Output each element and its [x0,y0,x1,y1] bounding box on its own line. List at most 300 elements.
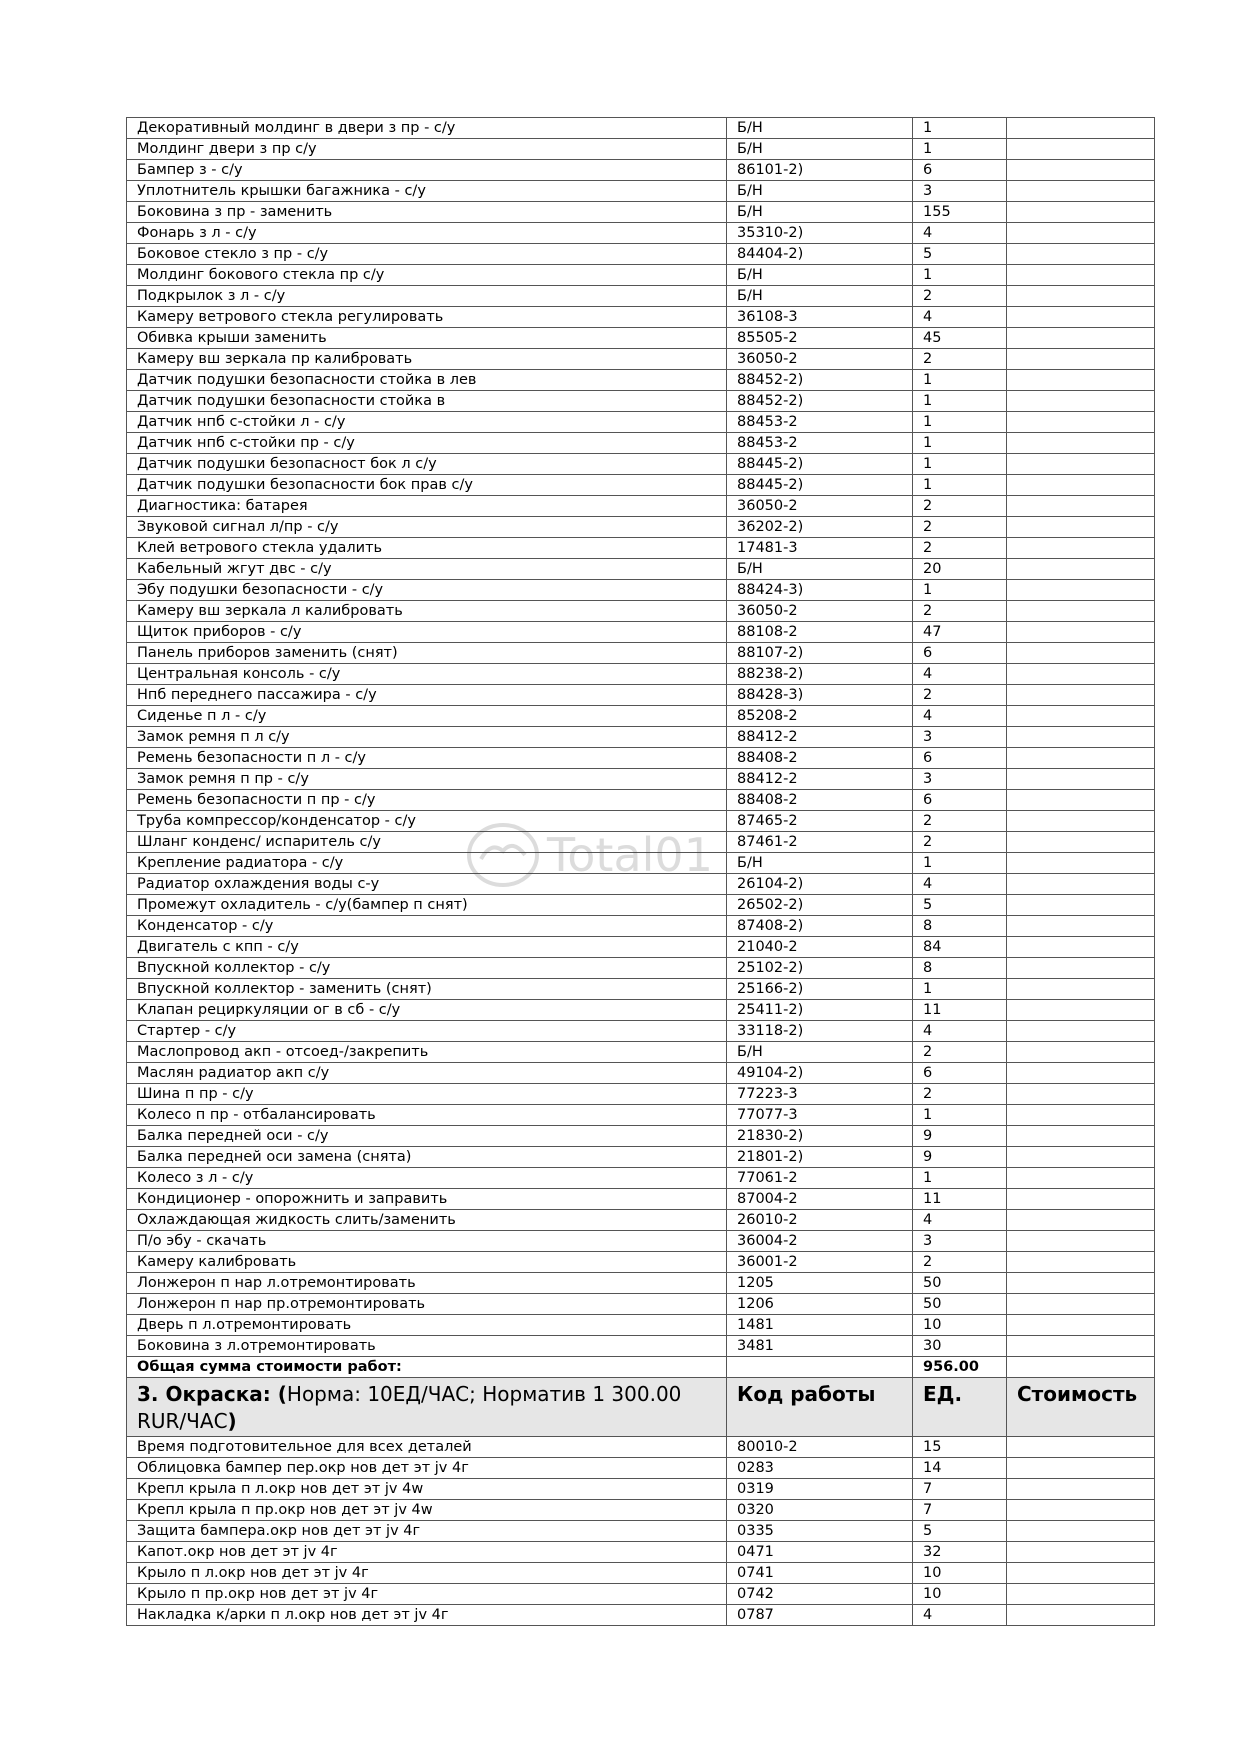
work-units: 2 [913,349,1007,370]
work-cost [1007,916,1155,937]
work-code: 0320 [727,1500,913,1521]
work-cost [1007,181,1155,202]
work-name: Панель приборов заменить (снят) [127,643,727,664]
work-code: 25102-2) [727,958,913,979]
work-cost [1007,1273,1155,1294]
table-row [127,1189,1155,1210]
work-cost [1007,1252,1155,1273]
work-cost [1007,601,1155,622]
work-code: 88412-2 [727,769,913,790]
works-rows [127,118,1155,1357]
table-row [127,853,1155,874]
work-cost [1007,370,1155,391]
work-code: 26010-2 [727,1210,913,1231]
work-cost [1007,1021,1155,1042]
work-name: Лонжерон п нар л.отремонтировать [127,1273,727,1294]
table-row [127,1542,1155,1563]
table-row [127,181,1155,202]
work-cost [1007,1521,1155,1542]
work-name: Защита бампера.окр нов дет эт jv 4г [127,1521,727,1542]
table-row [127,1584,1155,1605]
work-cost [1007,790,1155,811]
table-row [127,1105,1155,1126]
work-units: 7 [913,1500,1007,1521]
work-units: 1 [913,853,1007,874]
work-units: 1 [913,1168,1007,1189]
table-row [127,1336,1155,1357]
work-name: Капот.окр нов дет эт jv 4г [127,1542,727,1563]
work-code: Б/Н [727,265,913,286]
table-row [127,580,1155,601]
table-row [127,496,1155,517]
table-row [127,643,1155,664]
work-cost [1007,643,1155,664]
work-units: 3 [913,769,1007,790]
section-title-bold: 3. Окраска: ( [137,1382,287,1406]
table-row [127,748,1155,769]
work-units: 84 [913,937,1007,958]
work-cost [1007,1063,1155,1084]
work-name: Клапан рециркуляции ог в сб - с/у [127,1000,727,1021]
table-row [127,895,1155,916]
work-units: 4 [913,1210,1007,1231]
work-name: Подкрылок з л - с/у [127,286,727,307]
work-cost [1007,391,1155,412]
work-units: 4 [913,664,1007,685]
work-units: 4 [913,1021,1007,1042]
work-code: 36004-2 [727,1231,913,1252]
work-name: Впускной коллектор - заменить (снят) [127,979,727,1000]
work-name: Боковина з пр - заменить [127,202,727,223]
work-code: Б/Н [727,853,913,874]
work-cost [1007,1168,1155,1189]
work-name: Время подготовительное для всех деталей [127,1437,727,1458]
table-row [127,244,1155,265]
work-name: Стартер - с/у [127,1021,727,1042]
work-code: Б/Н [727,118,913,139]
work-units: 2 [913,832,1007,853]
work-code: 77223-3 [727,1084,913,1105]
work-code: 49104-2) [727,1063,913,1084]
work-name: Крепление радиатора - с/у [127,853,727,874]
work-code: 77077-3 [727,1105,913,1126]
work-units: 10 [913,1315,1007,1336]
table-row [127,1294,1155,1315]
table-row [127,664,1155,685]
work-cost [1007,1042,1155,1063]
work-units: 9 [913,1126,1007,1147]
work-name: Боковое стекло з пр - с/у [127,244,727,265]
work-cost [1007,895,1155,916]
work-code: 88408-2 [727,790,913,811]
work-name: Уплотнитель крышки багажника - с/у [127,181,727,202]
work-code: 0742 [727,1584,913,1605]
work-code: 88452-2) [727,391,913,412]
work-name: Промежут охладитель - с/у(бампер п снят) [127,895,727,916]
table-row [127,265,1155,286]
work-name: Эбу подушки безопасности - с/у [127,580,727,601]
work-cost [1007,706,1155,727]
work-cost [1007,853,1155,874]
work-code: 88408-2 [727,748,913,769]
table-row [127,475,1155,496]
table-row [127,685,1155,706]
work-name: Датчик подушки безопасности стойка в [127,391,727,412]
table-row [127,349,1155,370]
table-row [127,433,1155,454]
table-row [127,370,1155,391]
work-name: Крыло п пр.окр нов дет эт jv 4г [127,1584,727,1605]
work-cost [1007,1479,1155,1500]
work-name: Бампер з - с/у [127,160,727,181]
work-code: 88412-2 [727,727,913,748]
work-cost [1007,1231,1155,1252]
section-title [127,1378,727,1437]
work-code: 87465-2 [727,811,913,832]
work-cost [1007,1458,1155,1479]
work-units: 50 [913,1294,1007,1315]
work-cost [1007,475,1155,496]
work-code: 0319 [727,1479,913,1500]
work-code: 86101-2) [727,160,913,181]
work-units: 6 [913,1063,1007,1084]
work-units: 2 [913,1252,1007,1273]
work-units: 1 [913,118,1007,139]
work-units: 4 [913,307,1007,328]
work-units: 2 [913,1084,1007,1105]
work-units: 155 [913,202,1007,223]
work-code: 35310-2) [727,223,913,244]
work-units: 4 [913,874,1007,895]
work-cost [1007,433,1155,454]
work-name: Боковина з л.отремонтировать [127,1336,727,1357]
work-units: 1 [913,580,1007,601]
table-row [127,286,1155,307]
work-code: 88452-2) [727,370,913,391]
work-cost [1007,937,1155,958]
work-units: 4 [913,1605,1007,1626]
work-code: 0787 [727,1605,913,1626]
work-units: 6 [913,790,1007,811]
table-row [127,538,1155,559]
table-row [127,517,1155,538]
work-code: 88453-2 [727,412,913,433]
work-units: 2 [913,811,1007,832]
work-units: 9 [913,1147,1007,1168]
work-code: 84404-2) [727,244,913,265]
work-units: 4 [913,706,1007,727]
work-units: 8 [913,916,1007,937]
work-cost [1007,454,1155,475]
work-units: 32 [913,1542,1007,1563]
work-cost [1007,1500,1155,1521]
work-name: Диагностика: батарея [127,496,727,517]
work-code: 88107-2) [727,643,913,664]
table-row [127,1126,1155,1147]
work-units: 1 [913,979,1007,1000]
work-name: Крепл крыла п л.окр нов дет эт jv 4w [127,1479,727,1500]
table-row [127,790,1155,811]
work-name: Балка передней оси - с/у [127,1126,727,1147]
work-code: 87408-2) [727,916,913,937]
work-units: 8 [913,958,1007,979]
work-name: Датчик нпб с-стойки л - с/у [127,412,727,433]
work-code: 88445-2) [727,475,913,496]
column-header-code: Код работы [727,1378,913,1437]
work-name: Датчик подушки безопасности стойка в лев [127,370,727,391]
work-name: Труба компрессор/конденсатор - с/у [127,811,727,832]
work-code: 1205 [727,1273,913,1294]
work-units: 1 [913,475,1007,496]
work-units: 6 [913,748,1007,769]
work-code: 80010-2 [727,1437,913,1458]
table-row [127,832,1155,853]
work-name: Облицовка бампер пер.окр нов дет эт jv 4г [127,1458,727,1479]
total-row [127,1357,1155,1378]
work-cost [1007,139,1155,160]
work-code: 88428-3) [727,685,913,706]
table-row [127,412,1155,433]
work-name: Ремень безопасности п пр - с/у [127,790,727,811]
work-cost [1007,622,1155,643]
table-row [127,937,1155,958]
work-cost [1007,580,1155,601]
work-name: Впускной коллектор - с/у [127,958,727,979]
estimate-table [126,117,1155,1626]
work-code: 26104-2) [727,874,913,895]
work-cost [1007,1563,1155,1584]
table-row [127,223,1155,244]
column-header-units: ЕД. [913,1378,1007,1437]
work-units: 2 [913,517,1007,538]
work-cost [1007,1294,1155,1315]
work-cost [1007,979,1155,1000]
work-name: Крепл крыла п пр.окр нов дет эт jv 4w [127,1500,727,1521]
work-cost [1007,118,1155,139]
work-code: 88108-2 [727,622,913,643]
work-units: 14 [913,1458,1007,1479]
table-row [127,1458,1155,1479]
work-code: 36001-2 [727,1252,913,1273]
work-cost [1007,1000,1155,1021]
work-cost [1007,160,1155,181]
work-cost [1007,1336,1155,1357]
work-units: 2 [913,286,1007,307]
table-row [127,1479,1155,1500]
work-code: 0741 [727,1563,913,1584]
table-row [127,1147,1155,1168]
work-code: 36202-2) [727,517,913,538]
work-name: Камеру ветрового стекла регулировать [127,307,727,328]
work-cost [1007,769,1155,790]
work-cost [1007,538,1155,559]
work-name: Сиденье п л - с/у [127,706,727,727]
work-code: 88453-2 [727,433,913,454]
work-name: Кабельный жгут двс - с/у [127,559,727,580]
work-code: Б/Н [727,139,913,160]
work-code: 21801-2) [727,1147,913,1168]
table-row [127,328,1155,349]
work-code: 1481 [727,1315,913,1336]
work-name: Декоративный молдинг в двери з пр - с/у [127,118,727,139]
work-cost [1007,727,1155,748]
work-cost [1007,559,1155,580]
work-name: Накладка к/арки п л.окр нов дет эт jv 4г [127,1605,727,1626]
work-cost [1007,517,1155,538]
work-cost [1007,328,1155,349]
work-code: 36050-2 [727,349,913,370]
work-code: Б/Н [727,202,913,223]
work-cost [1007,496,1155,517]
work-cost [1007,1147,1155,1168]
work-name: Центральная консоль - с/у [127,664,727,685]
table-row [127,916,1155,937]
table-row [127,1231,1155,1252]
work-units: 1 [913,265,1007,286]
total-code [727,1357,913,1378]
work-code: 36108-3 [727,307,913,328]
work-code: 0471 [727,1542,913,1563]
table-row [127,601,1155,622]
work-name: Замок ремня п пр - с/у [127,769,727,790]
work-units: 6 [913,643,1007,664]
work-name: Дверь п л.отремонтировать [127,1315,727,1336]
work-units: 2 [913,1042,1007,1063]
work-cost [1007,307,1155,328]
work-code: Б/Н [727,181,913,202]
table-row [127,202,1155,223]
work-name: Камеру вш зеркала л калибровать [127,601,727,622]
work-cost [1007,685,1155,706]
table-row [127,727,1155,748]
table-row [127,1063,1155,1084]
section-title-close: ) [227,1409,237,1433]
work-name: Фонарь з л - с/у [127,223,727,244]
work-name: Ремень безопасности п л - с/у [127,748,727,769]
table-row [127,1168,1155,1189]
work-code: 77061-2 [727,1168,913,1189]
table-row [127,958,1155,979]
work-code: 21830-2) [727,1126,913,1147]
work-code: 0335 [727,1521,913,1542]
table-row [127,979,1155,1000]
table-row [127,1500,1155,1521]
work-name: Камеру вш зеркала пр калибровать [127,349,727,370]
work-units: 3 [913,181,1007,202]
work-name: Кондиционер - опорожнить и заправить [127,1189,727,1210]
work-units: 5 [913,895,1007,916]
work-code: 33118-2) [727,1021,913,1042]
work-code: 25166-2) [727,979,913,1000]
work-code: 1206 [727,1294,913,1315]
work-code: 21040-2 [727,937,913,958]
work-units: 5 [913,244,1007,265]
table-row [127,874,1155,895]
section-title-norm: Норма: 10ЕД/ЧАС; Норматив 1 300.00 RUR/ЧАС [137,1382,682,1433]
total-label: Общая сумма стоимости работ: [127,1357,727,1378]
table-row [127,1273,1155,1294]
work-cost [1007,1315,1155,1336]
work-name: Звуковой сигнал л/пр - с/у [127,517,727,538]
table-row [127,1563,1155,1584]
total-value: 956.00 [913,1357,1007,1378]
section-header-painting [127,1378,1155,1437]
work-cost [1007,664,1155,685]
table-row [127,1521,1155,1542]
work-name: Молдинг бокового стекла пр с/у [127,265,727,286]
table-row [127,1042,1155,1063]
work-cost [1007,202,1155,223]
work-name: Клей ветрового стекла удалить [127,538,727,559]
work-cost [1007,874,1155,895]
table-row [127,139,1155,160]
work-cost [1007,1105,1155,1126]
work-name: Лонжерон п нар пр.отремонтировать [127,1294,727,1315]
painting-rows [127,1437,1155,1626]
work-units: 2 [913,496,1007,517]
work-name: Шланг конденс/ испаритель с/у [127,832,727,853]
work-name: Маслопровод акп - отсоед-/закрепить [127,1042,727,1063]
work-cost [1007,286,1155,307]
work-code: Б/Н [727,1042,913,1063]
work-cost [1007,244,1155,265]
work-units: 1 [913,391,1007,412]
work-cost [1007,1437,1155,1458]
work-cost [1007,1126,1155,1147]
work-code: 87461-2 [727,832,913,853]
work-units: 7 [913,1479,1007,1500]
work-units: 15 [913,1437,1007,1458]
work-cost [1007,748,1155,769]
work-name: Конденсатор - с/у [127,916,727,937]
work-units: 50 [913,1273,1007,1294]
work-code: 88445-2) [727,454,913,475]
table-row [127,1000,1155,1021]
table-row [127,1084,1155,1105]
work-units: 30 [913,1336,1007,1357]
table-row [127,706,1155,727]
table-row [127,160,1155,181]
table-row [127,559,1155,580]
table-row [127,1605,1155,1626]
table-row [127,1021,1155,1042]
work-cost [1007,1605,1155,1626]
work-cost [1007,223,1155,244]
work-name: Датчик подушки безопасност бок л с/у [127,454,727,475]
work-name: Охлаждающая жидкость слить/заменить [127,1210,727,1231]
work-cost [1007,265,1155,286]
work-units: 1 [913,1105,1007,1126]
work-code: 0283 [727,1458,913,1479]
work-cost [1007,832,1155,853]
work-units: 2 [913,685,1007,706]
table-row [127,1315,1155,1336]
work-units: 2 [913,538,1007,559]
work-units: 10 [913,1563,1007,1584]
work-name: Молдинг двери з пр с/у [127,139,727,160]
work-units: 3 [913,727,1007,748]
work-cost [1007,1210,1155,1231]
work-cost [1007,1189,1155,1210]
work-units: 10 [913,1584,1007,1605]
table-row [127,454,1155,475]
work-name: Колесо п пр - отбалансировать [127,1105,727,1126]
work-code: 3481 [727,1336,913,1357]
work-code: 26502-2) [727,895,913,916]
work-units: 2 [913,601,1007,622]
work-code: Б/Н [727,559,913,580]
total-cost [1007,1357,1155,1378]
